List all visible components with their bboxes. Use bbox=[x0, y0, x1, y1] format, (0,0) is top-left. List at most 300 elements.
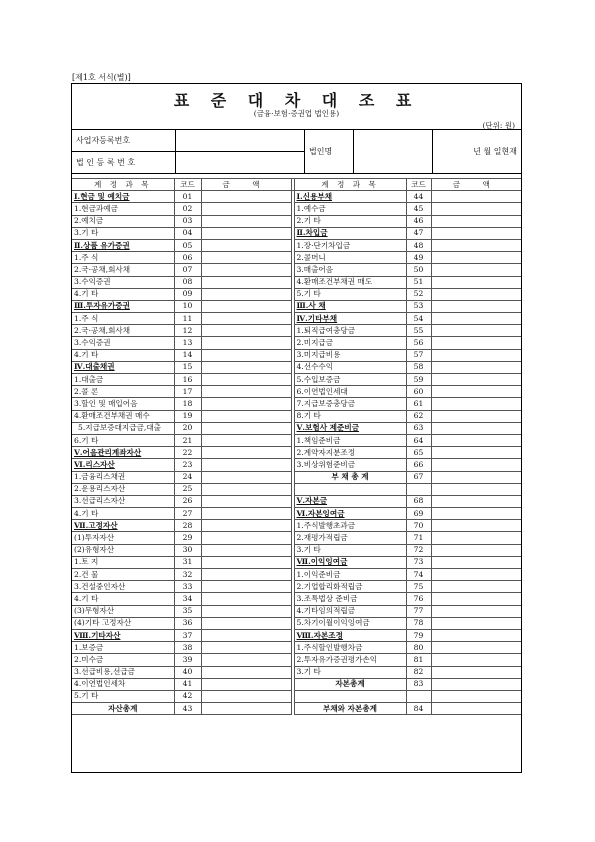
unit-label: (단위: 원) bbox=[482, 121, 515, 130]
account-name-right: 부 채 총 계 bbox=[294, 471, 406, 483]
account-code-right: 80 bbox=[406, 642, 431, 654]
account-name-left: 2.건 물 bbox=[72, 569, 174, 581]
amount-field-right[interactable] bbox=[431, 678, 521, 690]
account-name-left: 5.기 타 bbox=[72, 690, 174, 702]
account-code-left: 33 bbox=[174, 581, 201, 593]
account-name-right: 2.재평가적립금 bbox=[294, 532, 406, 544]
amount-field-left[interactable] bbox=[201, 617, 291, 629]
header-amount-left: 금 액 bbox=[201, 179, 291, 191]
account-code-right bbox=[406, 483, 431, 495]
account-name-right: 7.지급보증충당금 bbox=[294, 398, 406, 410]
amount-field-left[interactable] bbox=[201, 703, 291, 715]
table-row bbox=[72, 264, 521, 276]
account-name-right: 4.선수수익 bbox=[294, 361, 406, 373]
amount-field-right[interactable] bbox=[431, 215, 521, 227]
account-name-right: 부채와 자본총계 bbox=[294, 703, 406, 715]
amount-field-left[interactable] bbox=[201, 642, 291, 654]
account-code-left: 34 bbox=[174, 593, 201, 605]
account-code-right: 53 bbox=[406, 300, 431, 312]
account-name-right bbox=[294, 690, 406, 702]
amount-field-left[interactable] bbox=[201, 508, 291, 520]
account-code-right: 75 bbox=[406, 581, 431, 593]
account-code-left: 30 bbox=[174, 544, 201, 556]
table-row bbox=[72, 410, 521, 422]
amount-field-right[interactable] bbox=[431, 629, 521, 641]
account-code-left: 11 bbox=[174, 313, 201, 325]
account-name-left: 1.주 식 bbox=[72, 252, 174, 264]
account-code-left: 28 bbox=[174, 520, 201, 532]
account-name-left: 4.이연법인세차 bbox=[72, 678, 174, 690]
account-name-left: 4.환매조건부채권 매수 bbox=[72, 410, 174, 422]
amount-field-right[interactable] bbox=[431, 447, 521, 459]
account-name-right: 2.계약자지분조정 bbox=[294, 447, 406, 459]
account-code-right: 59 bbox=[406, 374, 431, 386]
corp-reg-label: 법 인 등 록 번 호 bbox=[72, 152, 176, 174]
account-code-right: 66 bbox=[406, 459, 431, 471]
table-row bbox=[72, 313, 521, 325]
account-code-right: 58 bbox=[406, 361, 431, 373]
account-code-right: 73 bbox=[406, 556, 431, 568]
amount-field-right[interactable] bbox=[431, 617, 521, 629]
corp-reg-field[interactable] bbox=[176, 152, 305, 174]
table-row bbox=[72, 434, 521, 446]
amount-field-right[interactable] bbox=[431, 349, 521, 361]
amount-field-left[interactable] bbox=[201, 374, 291, 386]
account-name-right: 1.주식발행초과금 bbox=[294, 520, 406, 532]
amount-field-left[interactable] bbox=[201, 678, 291, 690]
account-name-right: 3.기 타 bbox=[294, 544, 406, 556]
corp-name-label: 법인명 bbox=[305, 130, 354, 174]
account-name-left: 1.현금과예금 bbox=[72, 203, 174, 215]
table-row bbox=[72, 374, 521, 386]
table-row bbox=[72, 337, 521, 349]
table-row bbox=[72, 483, 521, 495]
amount-field-right[interactable] bbox=[431, 556, 521, 568]
account-name-left: Ⅳ.대출채권 bbox=[72, 361, 174, 373]
table-row bbox=[72, 678, 521, 690]
table-row bbox=[72, 532, 521, 544]
account-name-left: Ⅱ.상품 유가증권 bbox=[72, 239, 174, 251]
account-name-right: 1.주식할인발행차금 bbox=[294, 642, 406, 654]
account-code-left: 18 bbox=[174, 398, 201, 410]
amount-field-right[interactable] bbox=[431, 666, 521, 678]
amount-field-left[interactable] bbox=[201, 386, 291, 398]
account-code-left: 36 bbox=[174, 617, 201, 629]
account-code-left: 39 bbox=[174, 654, 201, 666]
account-code-right: 70 bbox=[406, 520, 431, 532]
table-row bbox=[72, 605, 521, 617]
account-code-right: 60 bbox=[406, 386, 431, 398]
account-name-right: 3.기 타 bbox=[294, 666, 406, 678]
amount-field-left[interactable] bbox=[201, 459, 291, 471]
amount-field-right[interactable] bbox=[431, 361, 521, 373]
account-code-right: 50 bbox=[406, 264, 431, 276]
account-name-left: 2.국·공채,회사채 bbox=[72, 325, 174, 337]
account-name-right: 1.예수금 bbox=[294, 203, 406, 215]
account-name-right: Ⅴ.보험사 제준비금 bbox=[294, 422, 406, 434]
account-code-right: 67 bbox=[406, 471, 431, 483]
table-row bbox=[72, 215, 521, 227]
account-name-right bbox=[294, 483, 406, 495]
table-row bbox=[72, 666, 521, 678]
amount-field-right[interactable] bbox=[431, 654, 521, 666]
account-name-left: 3.할인 및 매입어음 bbox=[72, 398, 174, 410]
account-name-right: 8.기 타 bbox=[294, 410, 406, 422]
account-code-left: 37 bbox=[174, 629, 201, 641]
header-code-right: 코드 bbox=[406, 179, 431, 191]
amount-field-right[interactable] bbox=[431, 690, 521, 702]
amount-field-left[interactable] bbox=[201, 288, 291, 300]
amount-field-right[interactable] bbox=[431, 203, 521, 215]
amount-field-left[interactable] bbox=[201, 593, 291, 605]
account-name-left: 3.건설중인자산 bbox=[72, 581, 174, 593]
table-row bbox=[72, 508, 521, 520]
account-code-right: 79 bbox=[406, 629, 431, 641]
amount-field-left[interactable] bbox=[201, 252, 291, 264]
account-name-left: 2.운용리스자산 bbox=[72, 483, 174, 495]
amount-field-right[interactable] bbox=[431, 398, 521, 410]
info-table bbox=[72, 129, 521, 174]
amount-field-left[interactable] bbox=[201, 654, 291, 666]
amount-field-left[interactable] bbox=[201, 605, 291, 617]
amount-field-left[interactable] bbox=[201, 422, 291, 434]
amount-field-left[interactable] bbox=[201, 276, 291, 288]
account-name-right: 3.매출어음 bbox=[294, 264, 406, 276]
account-name-left: Ⅲ.투자유가증권 bbox=[72, 300, 174, 312]
amount-field-right[interactable] bbox=[431, 605, 521, 617]
amount-field-left[interactable] bbox=[201, 544, 291, 556]
table-header bbox=[72, 179, 521, 191]
amount-field-right[interactable] bbox=[431, 471, 521, 483]
account-name-right: 2.투자유가증권평가손익 bbox=[294, 654, 406, 666]
table-row bbox=[72, 325, 521, 337]
amount-field-right[interactable] bbox=[431, 337, 521, 349]
table-row bbox=[72, 203, 521, 215]
account-code-right: 82 bbox=[406, 666, 431, 678]
account-name-left: 4.기 타 bbox=[72, 288, 174, 300]
account-code-right: 47 bbox=[406, 227, 431, 239]
account-code-right: 62 bbox=[406, 410, 431, 422]
amount-field-left[interactable] bbox=[201, 447, 291, 459]
account-name-left: 자산총계 bbox=[72, 703, 174, 715]
account-name-right: 자본총계 bbox=[294, 678, 406, 690]
account-code-left: 22 bbox=[174, 447, 201, 459]
amount-field-left[interactable] bbox=[201, 203, 291, 215]
amount-field-left[interactable] bbox=[201, 569, 291, 581]
account-name-left: (4)기타 고정자산 bbox=[72, 617, 174, 629]
account-code-left: 25 bbox=[174, 483, 201, 495]
account-name-right: 2.미지급금 bbox=[294, 337, 406, 349]
account-name-right: 4.기타임의적립금 bbox=[294, 605, 406, 617]
account-name-left: Ⅴ.어음관리계좌자산 bbox=[72, 447, 174, 459]
amount-field-left[interactable] bbox=[201, 349, 291, 361]
account-name-left: Ⅵ.리스자산 bbox=[72, 459, 174, 471]
account-code-left: 07 bbox=[174, 264, 201, 276]
table-row bbox=[72, 520, 521, 532]
business-reg-field[interactable] bbox=[176, 130, 305, 152]
account-code-right: 45 bbox=[406, 203, 431, 215]
account-code-right: 71 bbox=[406, 532, 431, 544]
amount-field-right[interactable] bbox=[431, 410, 521, 422]
table-row bbox=[72, 300, 521, 312]
amount-field-left[interactable] bbox=[201, 495, 291, 507]
account-name-left: Ⅰ.현금 및 예치금 bbox=[72, 191, 174, 203]
account-code-left: 14 bbox=[174, 349, 201, 361]
account-code-left: 05 bbox=[174, 239, 201, 251]
amount-field-right[interactable] bbox=[431, 374, 521, 386]
account-code-left: 21 bbox=[174, 434, 201, 446]
account-name-left: Ⅶ.고정자산 bbox=[72, 520, 174, 532]
account-code-left: 35 bbox=[174, 605, 201, 617]
header-account-left: 계 정 과 목 bbox=[72, 179, 174, 191]
amount-field-left[interactable] bbox=[201, 264, 291, 276]
table-row bbox=[72, 386, 521, 398]
amount-field-left[interactable] bbox=[201, 483, 291, 495]
table-row bbox=[72, 617, 521, 629]
account-code-right: 76 bbox=[406, 593, 431, 605]
amount-field-right[interactable] bbox=[431, 459, 521, 471]
table-row bbox=[72, 398, 521, 410]
amount-field-left[interactable] bbox=[201, 300, 291, 312]
table-row bbox=[72, 361, 521, 373]
account-code-right: 52 bbox=[406, 288, 431, 300]
corp-name-field[interactable] bbox=[354, 130, 433, 174]
table-row bbox=[72, 495, 521, 507]
account-name-right: 2.콜머니 bbox=[294, 252, 406, 264]
table-row bbox=[72, 556, 521, 568]
account-code-right: 83 bbox=[406, 678, 431, 690]
account-name-right: Ⅲ.사 채 bbox=[294, 300, 406, 312]
account-name-left: (3)무형자산 bbox=[72, 605, 174, 617]
amount-field-right[interactable] bbox=[431, 386, 521, 398]
account-name-left: 4.기 타 bbox=[72, 349, 174, 361]
amount-field-left[interactable] bbox=[201, 410, 291, 422]
account-code-right: 55 bbox=[406, 325, 431, 337]
account-name-left: 2.국·공채,회사채 bbox=[72, 264, 174, 276]
table-row bbox=[72, 239, 521, 251]
account-name-left: 3.기 타 bbox=[72, 227, 174, 239]
account-name-right: 3.비상위험준비금 bbox=[294, 459, 406, 471]
account-code-left: 02 bbox=[174, 203, 201, 215]
account-code-left: 12 bbox=[174, 325, 201, 337]
account-name-left: 2.콜 론 bbox=[72, 386, 174, 398]
account-code-right: 64 bbox=[406, 434, 431, 446]
account-code-left: 13 bbox=[174, 337, 201, 349]
account-name-left: 3.선급리스자산 bbox=[72, 495, 174, 507]
amount-field-left[interactable] bbox=[201, 556, 291, 568]
account-name-left: 1.금융리스채권 bbox=[72, 471, 174, 483]
account-name-left: 4.기 타 bbox=[72, 593, 174, 605]
table-row bbox=[72, 422, 521, 434]
account-name-right: 3.조특법상 준비금 bbox=[294, 593, 406, 605]
table-row bbox=[72, 569, 521, 581]
account-name-right: 3.미지급비용 bbox=[294, 349, 406, 361]
account-name-right: Ⅱ.차입금 bbox=[294, 227, 406, 239]
table-row bbox=[72, 629, 521, 641]
account-name-right: 5.차기이월이익잉여금 bbox=[294, 617, 406, 629]
table-row bbox=[72, 227, 521, 239]
amount-field-right[interactable] bbox=[431, 300, 521, 312]
amount-field-left[interactable] bbox=[201, 398, 291, 410]
amount-field-left[interactable] bbox=[201, 337, 291, 349]
account-name-right: Ⅶ.이익잉여금 bbox=[294, 556, 406, 568]
account-code-right: 54 bbox=[406, 313, 431, 325]
account-code-right: 46 bbox=[406, 215, 431, 227]
table-row bbox=[72, 349, 521, 361]
amount-field-left[interactable] bbox=[201, 520, 291, 532]
table-row bbox=[72, 642, 521, 654]
header-code-left: 코드 bbox=[174, 179, 201, 191]
account-name-left: 3.선급비용,선급금 bbox=[72, 666, 174, 678]
account-code-left: 31 bbox=[174, 556, 201, 568]
amount-field-right[interactable] bbox=[431, 495, 521, 507]
amount-field-right[interactable] bbox=[431, 569, 521, 581]
account-name-right: 1.책임준비금 bbox=[294, 434, 406, 446]
amount-field-left[interactable] bbox=[201, 690, 291, 702]
table-row bbox=[72, 288, 521, 300]
table-row bbox=[72, 471, 521, 483]
date-label: 년 월 일현재 bbox=[433, 130, 522, 174]
amount-field-right[interactable] bbox=[431, 483, 521, 495]
account-name-left: 5.지급보증대지급금,대출 bbox=[72, 422, 174, 434]
account-code-right: 74 bbox=[406, 569, 431, 581]
amount-field-left[interactable] bbox=[201, 471, 291, 483]
amount-field-left[interactable] bbox=[201, 239, 291, 251]
amount-field-right[interactable] bbox=[431, 703, 521, 715]
amount-field-left[interactable] bbox=[201, 532, 291, 544]
amount-field-left[interactable] bbox=[201, 629, 291, 641]
account-code-left: 40 bbox=[174, 666, 201, 678]
account-code-right: 51 bbox=[406, 276, 431, 288]
table-row bbox=[72, 252, 521, 264]
amount-field-left[interactable] bbox=[201, 325, 291, 337]
account-code-right: 57 bbox=[406, 349, 431, 361]
account-code-left: 03 bbox=[174, 215, 201, 227]
balance-sheet-form bbox=[71, 83, 522, 773]
amount-field-right[interactable] bbox=[431, 422, 521, 434]
table-row bbox=[72, 544, 521, 556]
business-reg-label: 사업자등록번호 bbox=[72, 130, 176, 152]
account-name-right: Ⅳ.기타부채 bbox=[294, 313, 406, 325]
account-code-left: 38 bbox=[174, 642, 201, 654]
amount-field-right[interactable] bbox=[431, 581, 521, 593]
account-name-left: 6.기 타 bbox=[72, 434, 174, 446]
table-row bbox=[72, 191, 521, 203]
amount-field-right[interactable] bbox=[431, 252, 521, 264]
account-name-right: 5.수입보증금 bbox=[294, 374, 406, 386]
page-subtitle: (금융·보험·증권업 법인용) bbox=[253, 109, 340, 118]
account-code-right: 84 bbox=[406, 703, 431, 715]
account-name-left: (1)투자자산 bbox=[72, 532, 174, 544]
account-name-left: 2.미수금 bbox=[72, 654, 174, 666]
amount-field-right[interactable] bbox=[431, 520, 521, 532]
account-name-left: Ⅷ.기타자산 bbox=[72, 629, 174, 641]
header-account-right: 계 정 과 목 bbox=[294, 179, 406, 191]
account-code-right: 44 bbox=[406, 191, 431, 203]
account-code-right: 63 bbox=[406, 422, 431, 434]
account-code-right: 68 bbox=[406, 495, 431, 507]
account-code-right: 61 bbox=[406, 398, 431, 410]
amount-field-left[interactable] bbox=[201, 434, 291, 446]
amount-field-left[interactable] bbox=[201, 361, 291, 373]
amount-field-left[interactable] bbox=[201, 666, 291, 678]
amount-field-right[interactable] bbox=[431, 593, 521, 605]
account-code-left: 32 bbox=[174, 569, 201, 581]
account-code-right: 77 bbox=[406, 605, 431, 617]
account-name-right: Ⅵ.자본잉여금 bbox=[294, 508, 406, 520]
account-code-right: 72 bbox=[406, 544, 431, 556]
table-row bbox=[72, 690, 521, 702]
account-code-right: 69 bbox=[406, 508, 431, 520]
amount-field-right[interactable] bbox=[431, 434, 521, 446]
account-code-left: 29 bbox=[174, 532, 201, 544]
amount-field-right[interactable] bbox=[431, 239, 521, 251]
account-name-left: 3.수익증권 bbox=[72, 337, 174, 349]
account-code-left: 15 bbox=[174, 361, 201, 373]
account-code-right: 78 bbox=[406, 617, 431, 629]
amount-field-right[interactable] bbox=[431, 642, 521, 654]
account-name-left: (2)유형자산 bbox=[72, 544, 174, 556]
form-label: [제1호 서식(별)] bbox=[72, 73, 131, 82]
account-name-left: 3.수익증권 bbox=[72, 276, 174, 288]
amount-field-left[interactable] bbox=[201, 313, 291, 325]
table-row bbox=[72, 459, 521, 471]
amount-field-right[interactable] bbox=[431, 325, 521, 337]
account-name-right: 1.장·단기차입금 bbox=[294, 239, 406, 251]
account-name-right: 5.기 타 bbox=[294, 288, 406, 300]
amount-field-right[interactable] bbox=[431, 288, 521, 300]
amount-field-left[interactable] bbox=[201, 215, 291, 227]
account-code-left: 41 bbox=[174, 678, 201, 690]
account-code-right: 48 bbox=[406, 239, 431, 251]
account-code-left: 26 bbox=[174, 495, 201, 507]
account-code-left: 16 bbox=[174, 374, 201, 386]
amount-field-right[interactable] bbox=[431, 313, 521, 325]
account-name-left: 1.보증금 bbox=[72, 642, 174, 654]
table-row bbox=[72, 276, 521, 288]
account-name-left: 1.주 식 bbox=[72, 313, 174, 325]
account-name-left: 2.예치금 bbox=[72, 215, 174, 227]
table-row bbox=[72, 703, 521, 715]
amount-field-right[interactable] bbox=[431, 191, 521, 203]
amount-field-left[interactable] bbox=[201, 191, 291, 203]
page-title: 표 준 대 차 대 조 표 bbox=[173, 91, 420, 110]
account-name-right: 6.이연법인세대 bbox=[294, 386, 406, 398]
amount-field-right[interactable] bbox=[431, 276, 521, 288]
account-name-left: 1.토 지 bbox=[72, 556, 174, 568]
account-name-right: 2.기 타 bbox=[294, 215, 406, 227]
account-table bbox=[72, 178, 521, 715]
account-name-right: 4.환매조건부채권 매도 bbox=[294, 276, 406, 288]
account-name-right: Ⅰ.신용부채 bbox=[294, 191, 406, 203]
account-name-right: Ⅷ.자본조정 bbox=[294, 629, 406, 641]
amount-field-right[interactable] bbox=[431, 264, 521, 276]
account-code-left: 10 bbox=[174, 300, 201, 312]
amount-field-right[interactable] bbox=[431, 544, 521, 556]
account-name-left: 1.대출금 bbox=[72, 374, 174, 386]
account-code-left: 27 bbox=[174, 508, 201, 520]
amount-field-right[interactable] bbox=[431, 227, 521, 239]
account-code-right: 81 bbox=[406, 654, 431, 666]
amount-field-left[interactable] bbox=[201, 581, 291, 593]
amount-field-right[interactable] bbox=[431, 508, 521, 520]
account-name-right: Ⅴ.자본금 bbox=[294, 495, 406, 507]
account-code-left: 42 bbox=[174, 690, 201, 702]
amount-field-left[interactable] bbox=[201, 227, 291, 239]
account-code-left: 01 bbox=[174, 191, 201, 203]
account-code-left: 17 bbox=[174, 386, 201, 398]
amount-field-right[interactable] bbox=[431, 532, 521, 544]
